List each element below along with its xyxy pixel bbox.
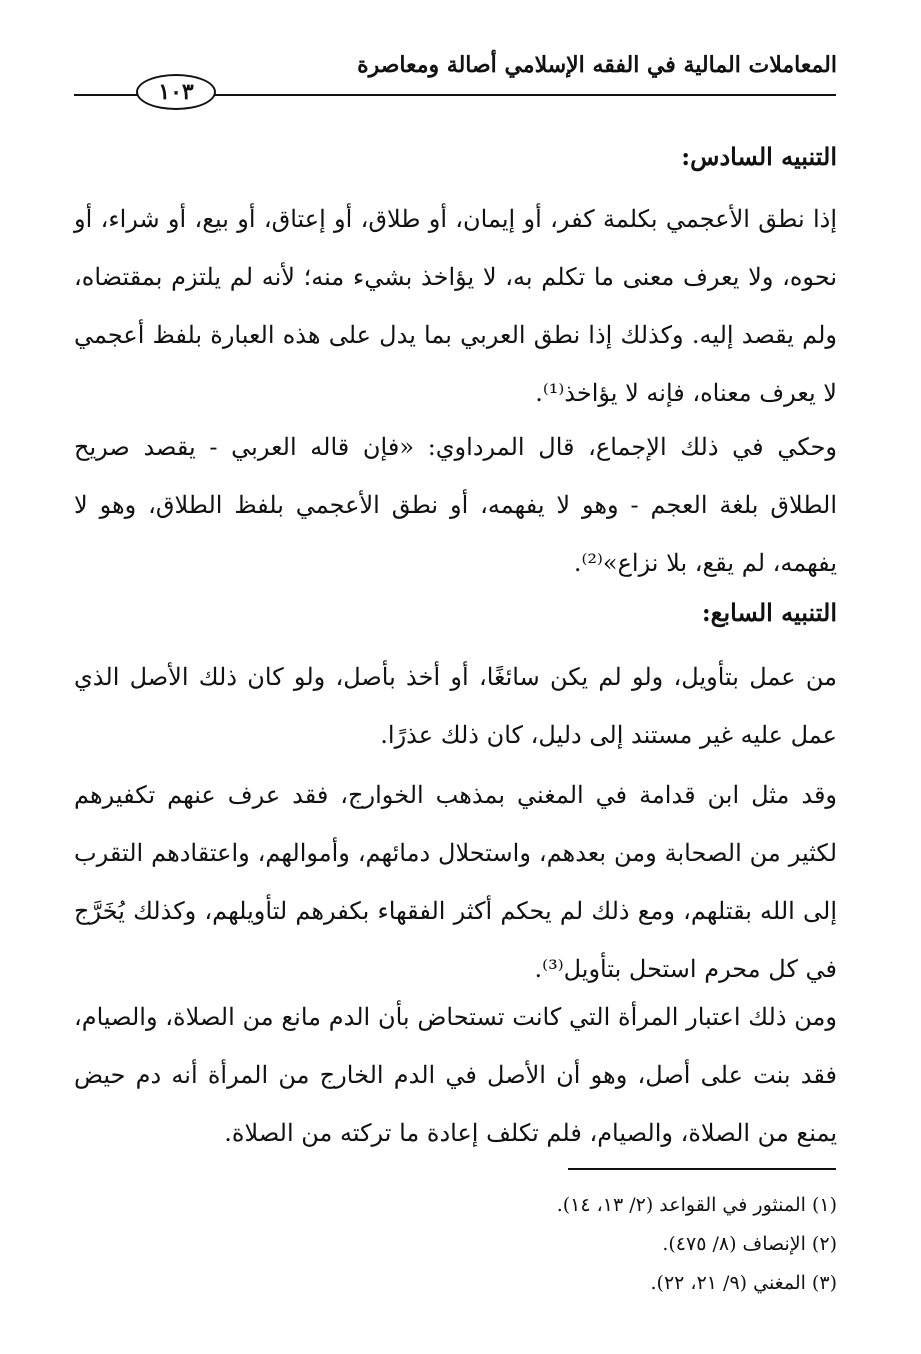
footnote: (١) المنثور في القواعد (٢/ ١٣، ١٤). xyxy=(556,1194,837,1216)
running-title: المعاملات المالية في الفقه الإسلامي أصالة ومعاصرة xyxy=(357,52,837,78)
paragraph: وقد مثل ابن قدامة في المغني بمذهب الخوارج، فقد عرف عنهم تكفيرهم لكثير من الصحابة ومن بعدهم، واستحلال دمائهم، وأموالهم، واعتقادهم التقرب إلى الله بقتلهم، ومع ذلك لم يحكم أكثر الفقهاء بكفرهم لتأويلهم، وكذلك يُخَرَّج في كل محرم استحل بتأويل⁽³⁾. xyxy=(74,781,838,983)
footnote: (٣) المغني (٩/ ٢١، ٢٢). xyxy=(650,1272,837,1294)
footnote: (٢) الإنصاف (٨/ ٤٧٥). xyxy=(662,1233,837,1255)
page-number: ١٠٣ xyxy=(136,74,216,110)
section-heading-6: التنبيه السادس: xyxy=(681,142,837,171)
paragraph: من عمل بتأويل، ولو لم يكن سائغًا، أو أخذ بأصل، ولو كان ذلك الأصل الذي عمل عليه غير مستند إلى دليل، كان ذلك عذرًا. xyxy=(74,663,837,749)
paragraph: ومن ذلك اعتبار المرأة التي كانت تستحاض بأن الدم مانع من الصلاة، والصيام، فقد بنت على أصل، وهو أن الأصل في الدم الخارج من المرأة أنه دم حيض يمنع من الصلاة، والصيام، فلم تكلف إعادة ما تركته من الصلاة. xyxy=(74,1003,838,1147)
header-rule-left xyxy=(74,94,144,96)
paragraph: وحكي في ذلك الإجماع، قال المرداوي: «فإن قاله العربي - يقصد صريح الطلاق بلغة العجم - وهو لا يفهمه، أو نطق الأعجمي بلفظ الطلاق، وهو لا يفهمه، لم يقع، بلا نزاع»⁽²⁾. xyxy=(74,433,838,577)
paragraph: إذا نطق الأعجمي بكلمة كفر، أو إيمان، أو طلاق، أو إعتاق، أو بيع، أو شراء، أو نحوه، ولا يعرف معنى ما تكلم به، لا يؤاخذ بشيء منه؛ لأنه لم يلتزم بمقتضاه، ولم يقصد إليه. وكذلك إذا نطق العربي بما يدل على هذه العبارة بلفظ أعجمي لا يعرف معناه، فإنه لا يؤاخذ⁽¹⁾. xyxy=(74,205,837,407)
section-heading-7: التنبيه السابع: xyxy=(701,598,837,627)
footnote-separator xyxy=(568,1168,836,1170)
header-rule-right xyxy=(208,94,836,96)
footnotes xyxy=(557,1186,837,1303)
